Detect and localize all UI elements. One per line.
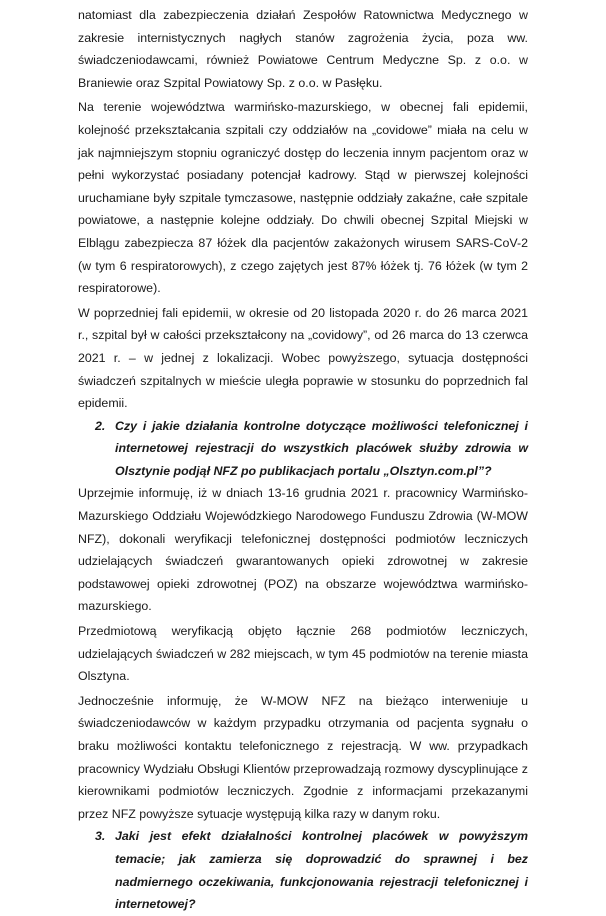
paragraph: W poprzedniej fali epidemii, w okresie od 20 listopada 2020 r. do 26 marca 2021 r., szpital był w całości przekształcony na „covidowy”, od 26 marca do 13 czerwca 2021 r. – w jednej z lokalizacji. Wobec powyższego, sytuacja dostępności świadczeń szpitalnych w mieście uległa poprawie w stosunku do poprzednich fal epidemii.: [78, 305, 528, 411]
paragraph: Uprzejmie informuję, iż w dniach 13-16 grudnia 2021 r. pracownicy Warmińsko-Mazurskiego Oddziału Wojewódzkiego Narodowego Funduszu Zdrowia (W-MOW NFZ), dokonali weryfikacji telefonicznej dostępności podmiotów leczniczych udzielających świadczeń gwarantowanych opieki zdrowotnej w zakresie podstawowej opieki zdrowotnej (POZ) na obszarze województwa warmińsko-mazurskiego.: [78, 486, 528, 614]
question-number: 3.: [95, 829, 106, 844]
question-number: 2.: [95, 418, 106, 433]
paragraph: Na terenie województwa warmińsko-mazurskiego, w obecnej fali epidemii, kolejność przekształcania szpitali czy oddziałów na „covidowe” miała na celu w jak najmniejszym stopniu ograniczyć dostęp do leczenia innym pacjentom oraz w pełni wykorzystać posiadany potencjał kadrowy. Stąd w pierwszej kolejności uruchamiane były szpitale tymczasowe, następnie oddziały zakaźne, całe szpitale powiatowe, a następnie kolejne oddziały. Do chwili obecnej Szpital Miejski w Elblągu zabezpiecza 87 łóżek dla pacjentów zakażonych wirusem SARS-CoV-2 (w tym 6 respiratorowych), z czego zajętych jest 87% łóżek tj. 76 łóżek (w tym 2 respiratorowe).: [78, 100, 528, 296]
question-2: [95, 415, 528, 483]
paragraph: natomiast dla zabezpieczenia działań Zespołów Ratownictwa Medycznego w zakresie internistycznych nagłych stanów zagrożenia życia, poza ww. świadczeniodawcami, również Powiatowe Centrum Medyczne Sp. z o.o. w Braniewie oraz Szpital Powiatowy Sp. z o.o. w Pasłęku.: [78, 8, 528, 90]
question-3: [95, 825, 528, 915]
document-body: [78, 4, 528, 916]
question-text: Jaki jest efekt działalności kontrolnej placówek w powyższym temacie; jak zamierza się doprowadzić do sprawnej i bez nadmiernego oczekiwania, funkcjonowania rejestracji telefonicznej i internetowej?: [115, 829, 528, 912]
question-text: Czy i jakie działania kontrolne dotyczące możliwości telefonicznej i internetowej rejestracji do wszystkich placówek służby zdrowia w Olsztynie podjął NFZ po publikacjach portalu „Olsztyn.com.pl”?: [115, 418, 528, 478]
paragraph: Przedmiotową weryfikacją objęto łącznie 268 podmiotów leczniczych, udzielających świadczeń w 282 miejscach, w tym 45 podmiotów na terenie miasta Olsztyna.: [78, 624, 528, 684]
paragraph: Jednocześnie informuję, że W-MOW NFZ na bieżąco interweniuje u świadczeniodawców w każdym przypadku otrzymania od pacjenta sygnału o braku możliwości kontaktu telefonicznego z rejestracją. W ww. przypadkach pracownicy Wydziału Obsługi Klientów przeprowadzają rozmowy dyscyplinujące z kierownikami podmiotów leczniczych. Zgodnie z informacjami przekazanymi przez NFZ powyższe sytuacje występują kilka razy w danym roku.: [78, 693, 528, 821]
